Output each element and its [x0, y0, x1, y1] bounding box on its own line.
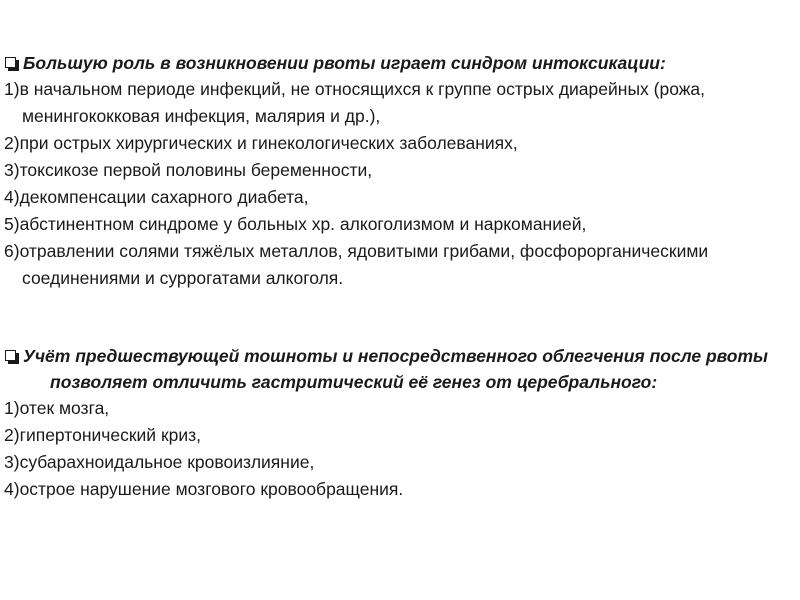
item-text: при острых хирургических и гинекологических заболеваниях, — [19, 133, 518, 153]
item-number: 2) — [4, 133, 20, 153]
heading-text: Учёт предшествующей тошноты и непосредственного облегчения после рвоты позволяет отличить гастритический её генез от церебрального: — [23, 346, 768, 392]
item-number: 1) — [4, 79, 20, 99]
list-item — [4, 395, 794, 422]
list-item — [4, 130, 794, 157]
item-number: 3) — [4, 160, 20, 180]
item-number: 3) — [4, 452, 20, 472]
list-item — [4, 211, 794, 238]
section-heading — [4, 50, 794, 76]
list-item — [4, 476, 794, 503]
item-text: декомпенсации сахарного диабета, — [19, 187, 309, 207]
list-item — [4, 157, 794, 184]
item-number: 4) — [4, 479, 20, 499]
item-text: субарахноидальное кровоизлияние, — [19, 452, 315, 472]
item-text: в начальном периоде инфекций, не относящихся к группе острых диарейных (рожа, менингококковая инфекция, малярия и др.), — [19, 79, 706, 126]
item-number: 1) — [4, 398, 20, 418]
list-item — [4, 449, 794, 476]
item-text: острое нарушение мозгового кровообращения. — [19, 479, 404, 499]
item-text: гипертонический криз, — [19, 425, 201, 445]
list-item — [4, 76, 794, 130]
item-text: отек мозга, — [19, 398, 110, 418]
item-number: 2) — [4, 425, 20, 445]
item-text: абстинентном синдроме у больных хр. алкоголизмом и наркоманией, — [19, 214, 587, 234]
item-number: 6) — [4, 241, 20, 261]
item-text: токсикозе первой половины беременности, — [19, 160, 373, 180]
list-item — [4, 184, 794, 211]
section-differential-genesis — [4, 343, 794, 503]
checkbox-square-icon — [4, 55, 20, 71]
section-heading — [4, 343, 794, 395]
item-number: 5) — [4, 214, 20, 234]
item-number: 4) — [4, 187, 20, 207]
list-item — [4, 422, 794, 449]
checkbox-square-icon — [4, 348, 20, 364]
cerebral-cause-list — [4, 395, 794, 503]
list-item — [4, 238, 794, 292]
item-text: отравлении солями тяжёлых металлов, ядовитыми грибами, фосфорорганическими соединениями и суррогатами алкоголя. — [19, 241, 709, 288]
cause-list — [4, 76, 794, 292]
heading-text: Большую роль в возникновении рвоты играет синдром интоксикации: — [23, 53, 666, 73]
section-vomiting-intoxication — [4, 50, 794, 292]
